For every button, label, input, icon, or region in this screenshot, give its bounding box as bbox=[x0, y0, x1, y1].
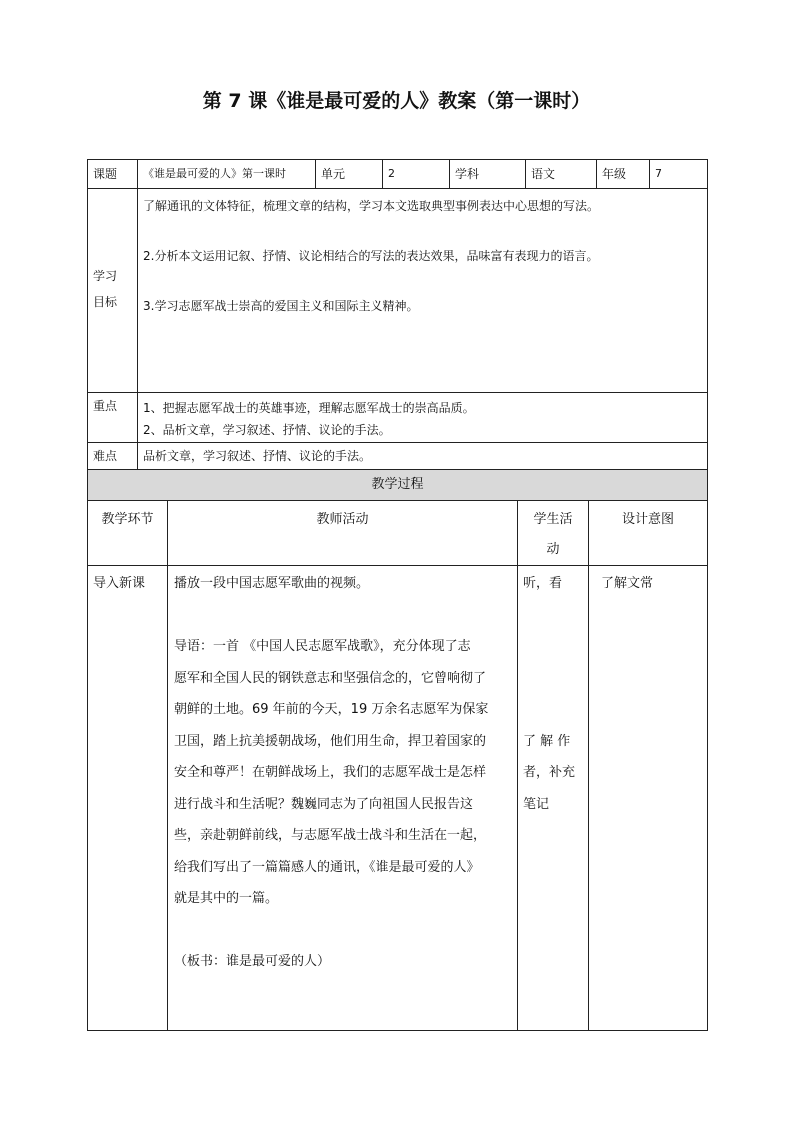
key-label: 重点 bbox=[93, 399, 118, 413]
teacher-line: 给我们写出了一篇篇感人的通讯，《谁是最可爱的人》 bbox=[174, 859, 480, 875]
process-band-label: 教学过程 bbox=[371, 477, 424, 492]
difficulty-value: 品析文章，学习叙述、抒情、议论的手法。 bbox=[143, 449, 372, 463]
teacher-line: 愿军和全国人民的钢铁意志和坚强信念的，它曾响彻了 bbox=[174, 670, 487, 686]
teacher-activity bbox=[168, 566, 518, 1031]
student-activity-line: 笔记 bbox=[523, 796, 550, 812]
stage-label: 导入新课 bbox=[93, 576, 146, 591]
intro-row bbox=[88, 566, 708, 1031]
student-activity bbox=[518, 566, 589, 1031]
process-header-row bbox=[88, 501, 708, 566]
teacher-paragraph: 播放一段中国志愿军歌曲的视频。 bbox=[174, 576, 370, 591]
subject-label: 学科 bbox=[455, 167, 480, 181]
col-stage-header: 教学环节 bbox=[101, 512, 154, 527]
unit-label: 单元 bbox=[321, 167, 346, 181]
student-activity-line: 听，看 bbox=[523, 576, 563, 591]
design-intent: 了解文常 bbox=[601, 576, 654, 591]
col-student-header: 学生活 动 bbox=[533, 512, 573, 557]
subject-value: 语文 bbox=[531, 167, 556, 181]
key-points-row bbox=[88, 393, 708, 443]
goals-row bbox=[88, 189, 708, 393]
lesson-info-table bbox=[87, 159, 708, 472]
col-intent-header: 设计意图 bbox=[622, 512, 675, 527]
unit-value: 2 bbox=[388, 167, 395, 180]
teacher-line: 导语：一首 《中国人民志愿军战歌》，充分体现了志 bbox=[174, 639, 471, 654]
student-activity-line: 者，补充 bbox=[523, 765, 576, 780]
teaching-process-table bbox=[87, 469, 708, 1031]
grade-value: 7 bbox=[655, 167, 662, 180]
teacher-line: 朝鲜的土地。69 年前的今天，19 万余名志愿军为保家 bbox=[174, 702, 489, 717]
process-band-row bbox=[88, 470, 708, 501]
teacher-line: 些，亲赴朝鲜前线，与志愿军战士战斗和生活在一起， bbox=[174, 828, 487, 843]
difficulty-label: 难点 bbox=[93, 449, 118, 463]
difficulty-row bbox=[88, 443, 708, 472]
teacher-line: 卫国，踏上抗美援朝战场，他们用生命，捍卫着国家的 bbox=[174, 733, 487, 749]
key-point-item: 1、把握志愿军战士的英雄事迹，理解志愿军战士的崇高品质。 bbox=[143, 401, 475, 415]
page-title: 第 7 课《谁是最可爱的人》教案（第一课时） bbox=[202, 90, 591, 112]
teacher-line: 安全和尊严！在朝鲜战场上，我们的志愿军战士是怎样 bbox=[174, 765, 487, 780]
goal-item: 2.分析本文运用记叙、抒情、议论相结合的写法的表达效果，品味富有表现力的语言。 bbox=[143, 249, 599, 263]
goal-item: 了解通讯的文体特征，梳理文章的结构，学习本文选取典型事例表达中心思想的写法。 bbox=[143, 199, 600, 213]
key-point-item: 2、品析文章，学习叙述、抒情、议论的手法。 bbox=[143, 423, 391, 437]
teacher-line: 进行战斗和生活呢？魏巍同志为了向祖国人民报告这 bbox=[174, 796, 474, 812]
teacher-line: 就是其中的一篇。 bbox=[174, 891, 279, 906]
topic-value: 《谁是最可爱的人》第一课时 bbox=[143, 167, 286, 180]
topic-label: 课题 bbox=[93, 167, 118, 181]
goal-item: 3.学习志愿军战士崇高的爱国主义和国际主义精神。 bbox=[143, 299, 419, 313]
topic-row bbox=[88, 160, 708, 189]
student-activity-line: 了 解 作 bbox=[523, 733, 571, 749]
grade-label: 年级 bbox=[602, 167, 627, 181]
col-teacher-header: 教师活动 bbox=[316, 512, 369, 527]
board-note: （板书：谁是最可爱的人） bbox=[174, 954, 331, 969]
goals-label: 学习 目标 bbox=[93, 269, 118, 309]
